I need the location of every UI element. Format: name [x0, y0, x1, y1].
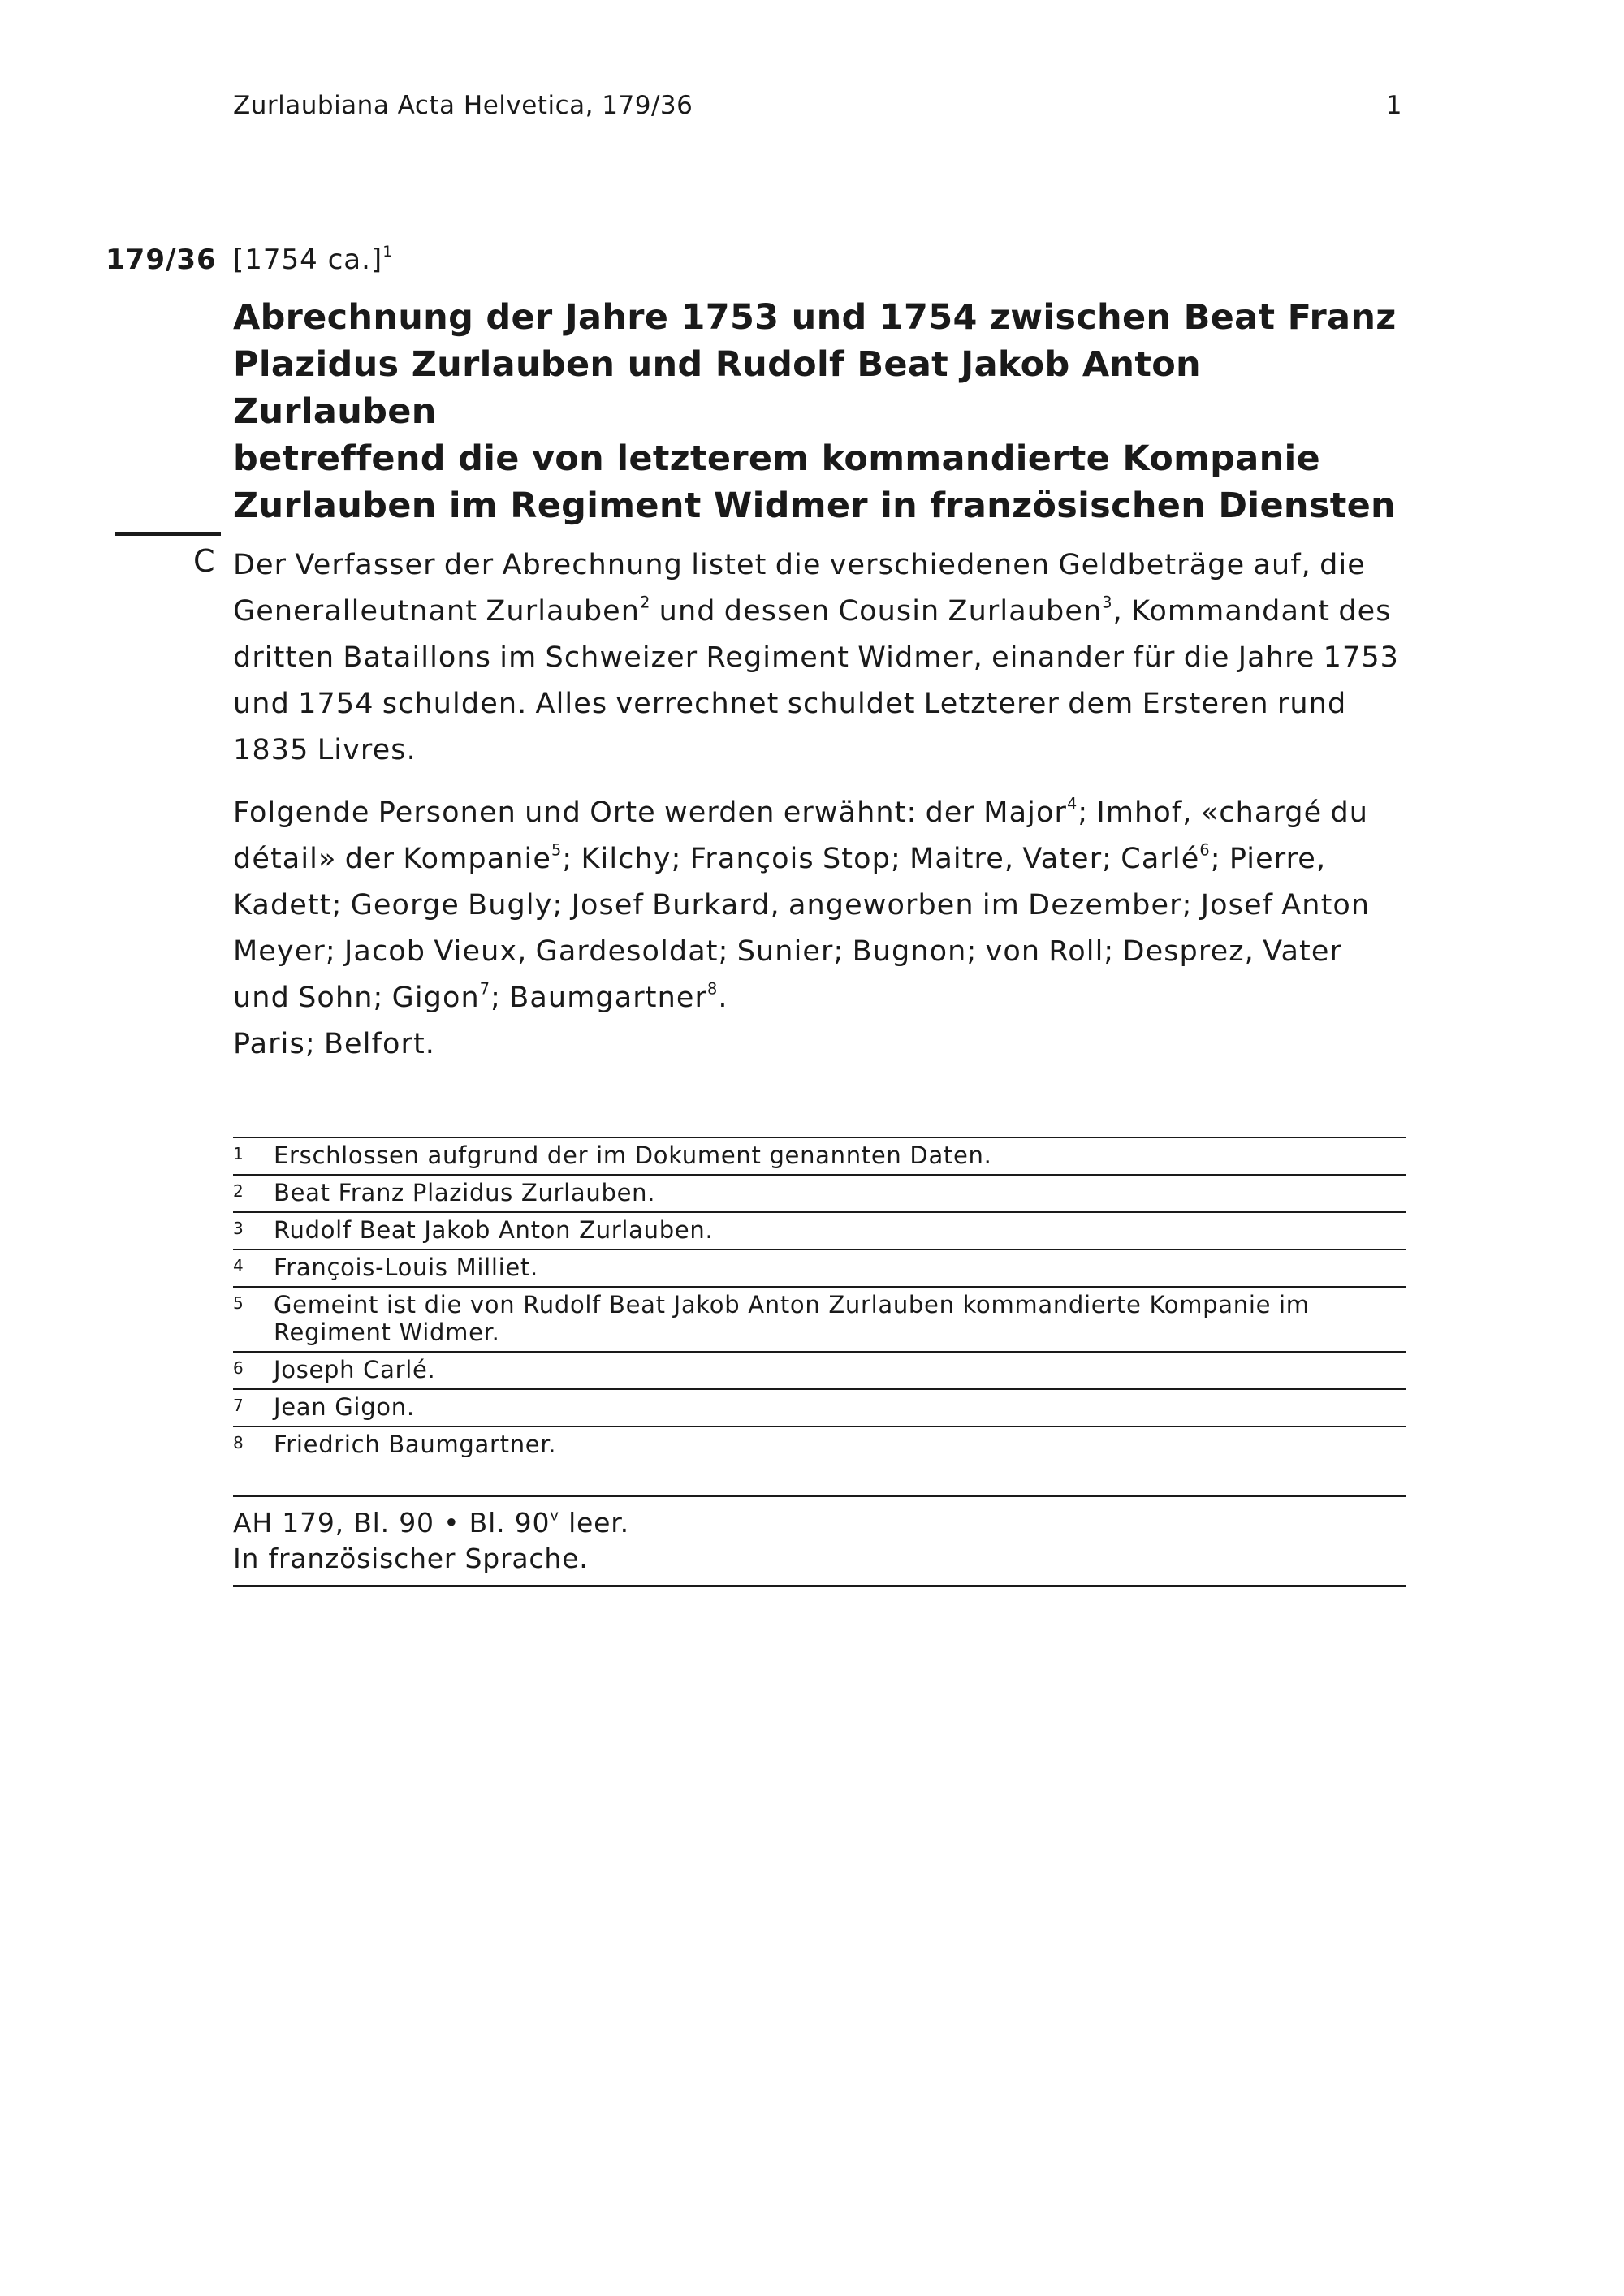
footnote-text: Gemeint ist die von Rudolf Beat Jakob Anton Zurlauben kommandierte Kompanie im Regiment Widmer. [274, 1291, 1310, 1346]
abstract [233, 542, 1402, 1068]
title-line: Abrechnung der Jahre 1753 und 1754 zwischen Beat Franz [233, 297, 1397, 338]
footnote-number: 4 [233, 1256, 244, 1275]
abstract-paragraph [233, 542, 1402, 774]
footnote-ref-4[interactable]: 4 [1066, 794, 1078, 814]
abstract-text: ; Kilchy; François Stop; Maitre, Vater; Carlé [562, 843, 1200, 875]
source-text: AH 179, Bl. 90 • Bl. 90 [233, 1507, 551, 1539]
source-reference [233, 1495, 1406, 1587]
abstract-text: ; Baumgartner [490, 982, 707, 1014]
abstract-text: Folgende Personen und Orte werden erwähnt: der Major [233, 796, 1067, 829]
abstract-text: und dessen Cousin Zurlauben [650, 595, 1103, 628]
footnote-text: Friedrich Baumgartner. [274, 1431, 557, 1458]
footnote-number: 1 [233, 1144, 244, 1163]
footnote-ref-1[interactable]: 1 [382, 244, 394, 261]
section-letter: C [193, 543, 215, 579]
verso-marker: v [550, 1507, 559, 1525]
footnote [233, 1388, 1406, 1426]
footnote-number: 6 [233, 1358, 244, 1378]
date-text: [1754 ca.] [233, 244, 383, 276]
footnote [233, 1351, 1406, 1388]
running-title: Zurlaubiana Acta Helvetica, 179/36 [233, 91, 693, 120]
footnotes [233, 1137, 1406, 1463]
persons-paragraph [233, 790, 1402, 1068]
language-note: In französischer Sprache. [233, 1543, 589, 1574]
footnote-text: Erschlossen aufgrund der im Dokument genannten Daten. [274, 1142, 992, 1169]
document-number: 179/36 [106, 244, 217, 276]
footnote-ref-8[interactable]: 8 [706, 979, 719, 999]
footnote-number: 3 [233, 1219, 244, 1238]
abstract-text: ; Imhof, «chargé du détail» der Kompanie [233, 796, 1369, 875]
footnote-number: 2 [233, 1181, 244, 1201]
source-line [233, 1505, 1406, 1541]
footnote-text: Joseph Carlé. [274, 1356, 436, 1383]
footnote [233, 1426, 1406, 1463]
document-date [233, 244, 393, 276]
abstract-text: ; Pierre, Kadett; George Bugly; Josef Burkard, angeworben im Dezember; Josef Anton Meyer; Jacob Vieux, Gardesoldat; Sunier; Bugnon; von Roll; Desprez, Vater und Sohn; Gigon [233, 843, 1371, 1014]
title-line: Zurlauben im Regiment Widmer in französischen Diensten [233, 486, 1396, 526]
footnote [233, 1137, 1406, 1174]
footnote-text: Jean Gigon. [274, 1393, 415, 1421]
footnote-number: 8 [233, 1433, 244, 1452]
footnote [233, 1249, 1406, 1286]
places-list: Paris; Belfort. [233, 1028, 435, 1060]
abstract-text: . [718, 982, 728, 1014]
source-text: leer. [559, 1507, 629, 1539]
section-divider [115, 532, 221, 536]
running-header [233, 91, 1402, 132]
footnote-ref-6[interactable]: 6 [1199, 840, 1211, 860]
footnote [233, 1211, 1406, 1249]
footnote-text: Rudolf Beat Jakob Anton Zurlauben. [274, 1216, 714, 1244]
footnote-number: 5 [233, 1293, 244, 1313]
footnote-ref-5[interactable]: 5 [551, 840, 563, 860]
footnote-text: François-Louis Milliet. [274, 1254, 538, 1281]
title-line: betreffend die von letzterem kommandierte Kompanie [233, 438, 1320, 479]
footnote [233, 1174, 1406, 1211]
footnote-text: Beat Franz Plazidus Zurlauben. [274, 1179, 656, 1206]
footnote [233, 1286, 1406, 1351]
footnote-ref-3[interactable]: 3 [1102, 593, 1113, 612]
abstract-text: , Kommandant des dritten Bataillons im Schweizer Regiment Widmer, einander für die Jahre 1753 und 1754 schulden. Alles verrechnet schuldet Letzterer dem Ersteren rund 1835 Livres. [233, 595, 1400, 766]
abstract-text: Der Verfasser der Abrechnung listet die verschiedenen Geldbeträge auf, die Generalleutnant Zurlauben [233, 549, 1366, 628]
page-number: 1 [1385, 91, 1402, 120]
footnote-number: 7 [233, 1396, 244, 1415]
footnote-ref-2[interactable]: 2 [640, 593, 651, 612]
title-line: Plazidus Zurlauben und Rudolf Beat Jakob Anton Zurlauben [233, 344, 1201, 432]
document-title [233, 294, 1402, 529]
footnote-ref-7[interactable]: 7 [479, 979, 491, 999]
